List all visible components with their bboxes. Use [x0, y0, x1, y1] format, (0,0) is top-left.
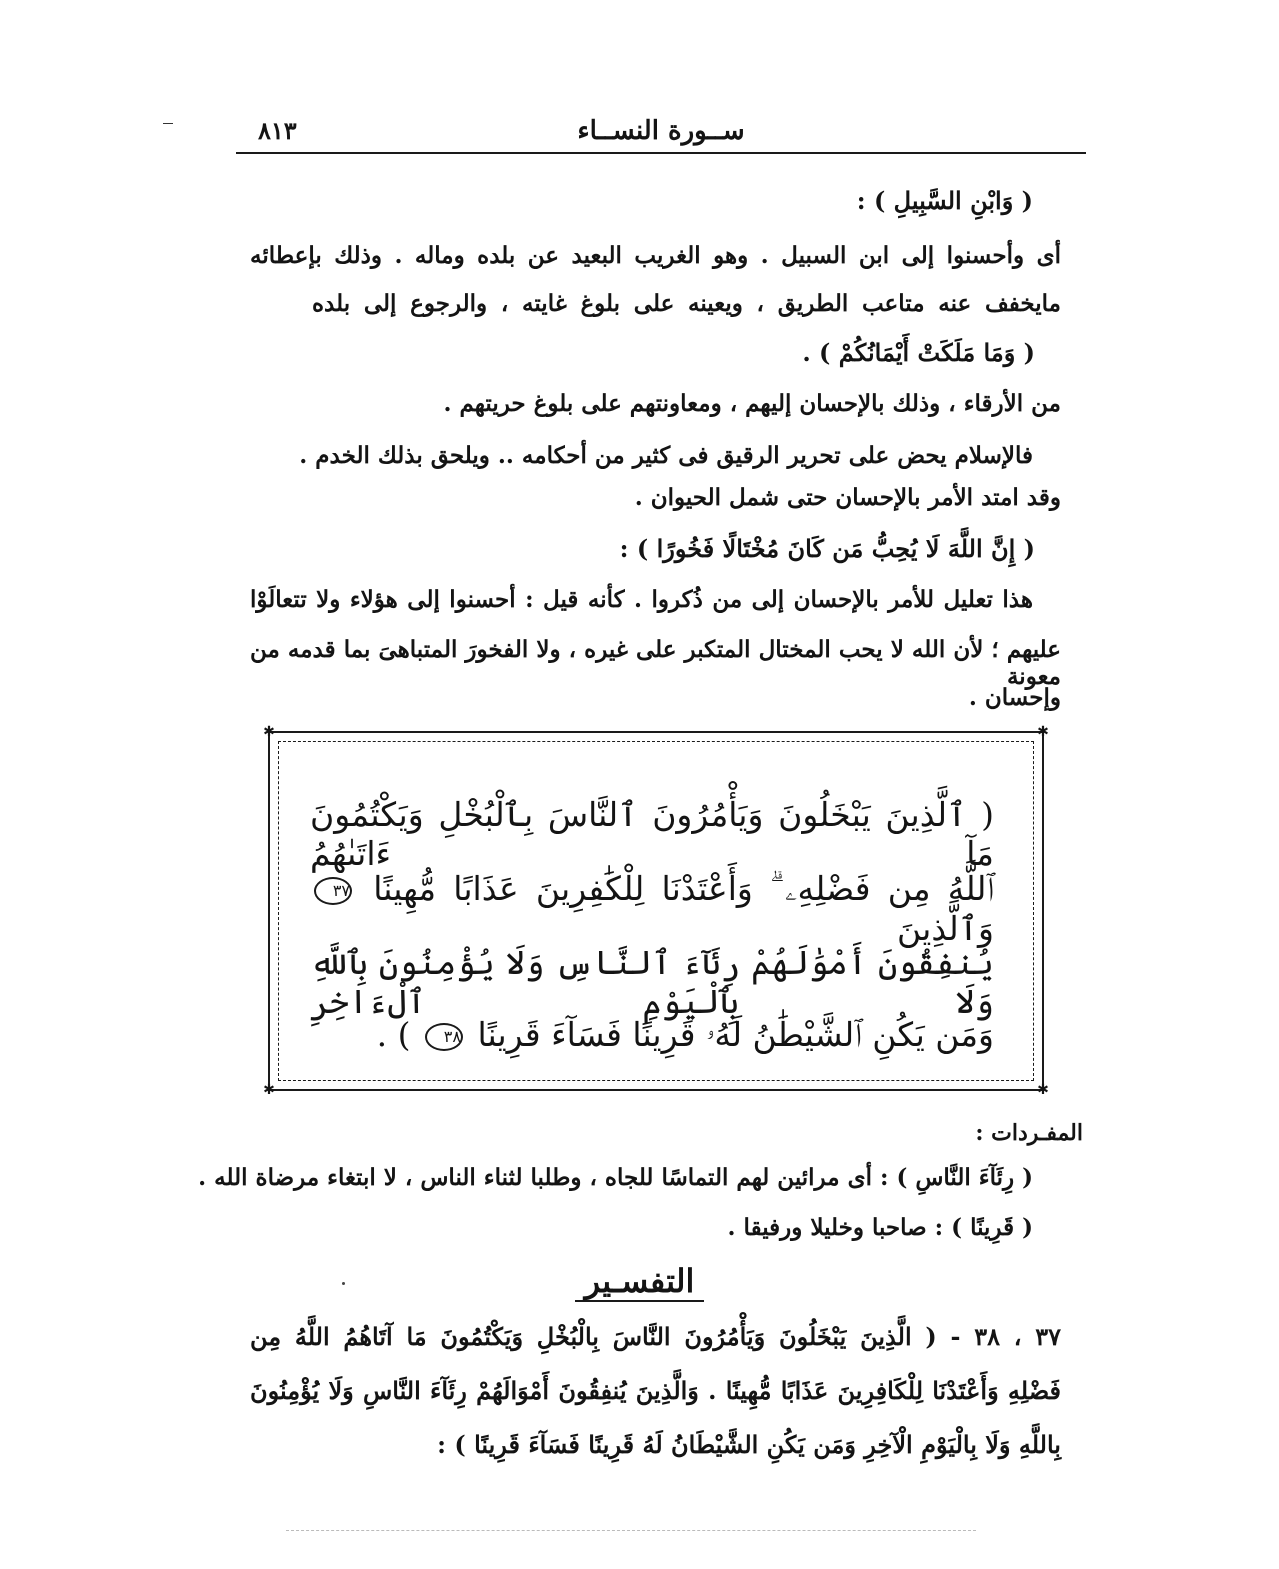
- verse-line: [310, 1015, 994, 1055]
- text-line: عليهم ؛ لأن الله لا يحب المختال المتكبر على غيره ، ولا الفخورَ المتباهىَ بما قدمه من معونة: [250, 636, 1061, 690]
- text-line: وإحسان .: [968, 684, 1061, 711]
- text-line: وقد امتد الأمر بالإحسان حتى شمل الحيوان .: [634, 484, 1061, 511]
- verse-line: ( ٱلَّذِينَ يَبْخَلُونَ وَيَأْمُرُونَ ٱلنَّاسَ بِٱلْبُخْلِ وَيَكْتُمُونَ مَآ ءَاتَىٰهُمُ: [310, 795, 994, 873]
- page-number: ٨١٣: [258, 116, 297, 145]
- verse-line: [310, 869, 994, 948]
- tafsir-heading-text: التفسـير: [575, 1262, 705, 1302]
- star-ornament-icon: ✱: [1037, 724, 1049, 740]
- scan-artifact-line: [286, 1530, 976, 1531]
- quran-phrase: ( وَابْنِ السَّبِيلِ ) :: [856, 186, 1033, 215]
- star-ornament-icon: ✱: [263, 724, 275, 740]
- text-line: فالإسلام يحض على تحرير الرقيق فى كثير من أحكامه .. ويلحق بذلك الخدم .: [299, 442, 1033, 469]
- star-ornament-icon: ✱: [1037, 1082, 1049, 1098]
- tafsir-heading: [0, 1262, 1279, 1300]
- tafsir-line: بِاللَّهِ وَلَا بِالْيَوْمِ الْآخِرِ وَمَن يَكُنِ الشَّيْطَانُ لَهُ قَرِينًا فَسَآءَ قَرِينًا ) :: [437, 1430, 1061, 1459]
- vocabulary-label: المفـردات :: [975, 1120, 1083, 1146]
- text-line: هذا تعليل للأمر بالإحسان إلى من ذُكروا . كأنه قيل : أحسنوا إلى هؤلاء ولا تتعالَوْا: [250, 586, 1033, 613]
- verse-frame: [263, 724, 1049, 1098]
- vocabulary-entry: ( قَرِينًا ) : صاحبا وخليلا ورفيقا .: [727, 1214, 1033, 1241]
- scan-speck: [342, 1282, 345, 1285]
- star-ornament-icon: ✱: [263, 1082, 275, 1098]
- ayah-number-marker: ٣٨: [425, 1023, 463, 1051]
- quran-phrase: ( إِنَّ اللَّهَ لَا يُحِبُّ مَن كَانَ مُخْتَالًا فَخُورًا ) :: [619, 534, 1035, 563]
- vocabulary-entry: ( رِئَآءَ النَّاسِ ) : أى مرائين لهم التماسًا للجاه ، وطلبا لثناء الناس ، لا ابتغاء مرضاة الله .: [198, 1164, 1033, 1191]
- scan-mark: [163, 123, 173, 124]
- text-line: من الأرقاء ، وذلك بالإحسان إليهم ، ومعاونتهم على بلوغ حريتهم .: [443, 390, 1061, 417]
- verse-text: ٱللَّهُ مِن فَضْلِهِۦ ۗ وَأَعْتَدْنَا لِلْكَٰفِرِينَ عَذَابًا مُّهِينًا: [373, 869, 995, 908]
- ayah-number-marker: ٣٧: [314, 877, 352, 905]
- verse-line: يُنفِقُونَ أَمْوَٰلَهُمْ رِئَآءَ ٱلنَّاسِ وَلَا يُؤْمِنُونَ بِٱللَّهِ وَلَا بِٱلْيَوْمِ ٱلْءَاخِرِ: [310, 943, 994, 1021]
- tafsir-line: فَضْلِهِ وَأَعْتَدْنَا لِلْكَافِرِينَ عَذَابًا مُّهِينًا . وَالَّذِينَ يُنفِقُونَ أَمْوَالَهُمْ رِئَآءَ النَّاسِ وَلَا يُؤْمِنُونَ: [250, 1376, 1061, 1405]
- verse-text: ) .: [376, 1015, 411, 1054]
- text-line: مايخفف عنه متاعب الطريق ، ويعينه على بلوغ غايته ، والرجوع إلى بلده: [312, 290, 1061, 317]
- page-header: [236, 112, 1086, 154]
- verse-text: وَمَن يَكُنِ ٱلشَّيْطَٰنُ لَهُۥ قَرِينًا فَسَآءَ قَرِينًا: [477, 1015, 994, 1054]
- verse-text: وَٱلَّذِينَ: [897, 909, 994, 948]
- quran-phrase: ( وَمَا مَلَكَتْ أَيْمَانُكُمْ ) .: [802, 338, 1035, 367]
- surah-title: ســورة النســاء: [577, 116, 745, 146]
- text-line: أى وأحسنوا إلى ابن السبيل . وهو الغريب البعيد عن بلده وماله . وذلك بإعطائه: [250, 242, 1061, 269]
- tafsir-line: ٣٧ ، ٣٨ - ( الَّذِينَ يَبْخَلُونَ وَيَأْمُرُونَ النَّاسَ بِالْبُخْلِ وَيَكْتُمُونَ مَا آتَاهُمُ اللَّهُ مِن: [250, 1322, 1061, 1351]
